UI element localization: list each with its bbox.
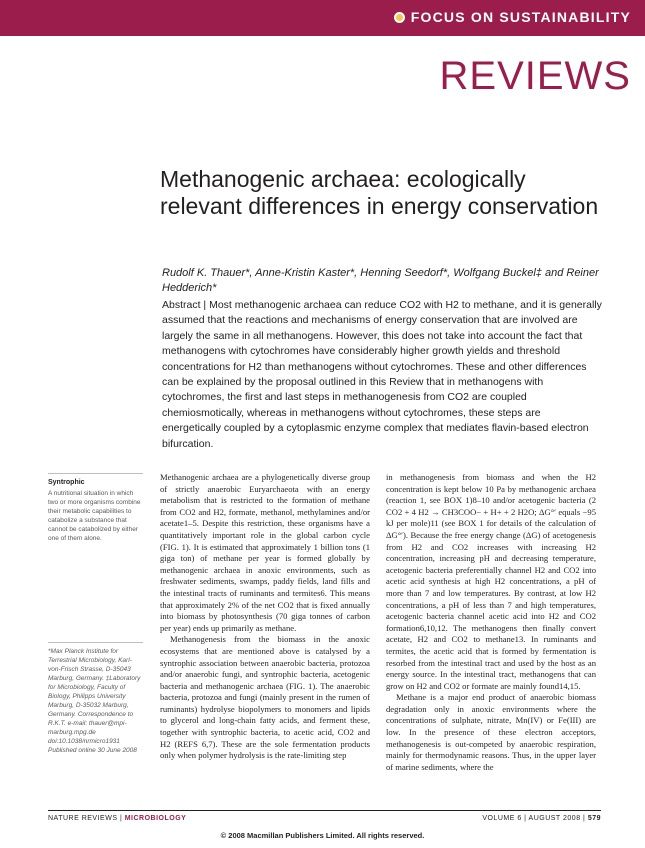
footer-issue xyxy=(482,815,601,822)
body-column-2 xyxy=(386,472,596,773)
footer-journal: NATURE REVIEWS | MICROBIOLOGY xyxy=(48,815,187,822)
abstract: Abstract | Most methanogenic archaea can reduce CO2 with H2 to methane, and it is generally assumed that the reactions and mechanisms of energy conservation that are involved are largely the same in all methanogens. However, this does not take into account the fact that methanogens with cytochromes have considerably higher growth yields and threshold concentrations for H2 than methanogens without cytochromes. These and other differences can be explained by the proposal outlined in this Review that in methanogens with cytochromes, the first and last steps in methanogenesis from CO2 are coupled chemiosmotically, whereas in methanogens without cytochromes, these steps are energetically coupled by a cytoplasmic enzyme complex that mediates flavin-based electron bifurcation. xyxy=(162,299,602,450)
journal-subject: MICROBIOLOGY xyxy=(124,815,187,822)
paragraph: Methanogenic archaea are a phylogenetically diverse group of strictly anaerobic Euryarchaeota with an energy metabolism that is restricted to the formation of methane from CO2 and H2, formate, methanol, methylamines and/or acetate1–5. Despite this restriction, these organisms have a quantitatively important role in the global carbon cycle (FIG. 1). It is estimated that approximately 1 billion tons (1 giga ton) of methane per year is formed globally by methanogenic archaea in anoxic environments, such as freshwater sediments, swamps, paddy fields, land fills and the intestinal tracts of ruminants and termites6. This means that approximately 2% of the net CO2 that is fixed annually into biomass by photosynthesis (70 giga tonnes of carbon per year) ends up primarily as methane. xyxy=(160,472,370,633)
glossary-definition: A nutritional situation in which two or more organisms combine their metabolic capabilities to catabolize a substance that cannot be catabolized by either one of them alone. xyxy=(48,490,141,542)
author-list: Rudolf K. Thauer*, Anne-Kristin Kaster*, Henning Seedorf*, Wolfgang Buckel‡ and Reiner Hedderich* xyxy=(162,267,599,294)
body-column-1 xyxy=(160,472,370,762)
paragraph: Methane is a major end product of anaerobic biomass degradation only in anoxic environments where the concentrations of sulphate, nitrate, Mn(IV) or Fe(III) are low. In the presence of these electron acceptors, methanogenesis is out-competed by anaerobic respiration, mainly for thermodynamic reasons. Thus, in the upper layer of marine sediments, where the xyxy=(386,692,596,772)
section-label: REVIEWS xyxy=(439,54,631,98)
sustainability-icon xyxy=(394,12,405,23)
page-number: 579 xyxy=(587,815,601,822)
glossary-term: Syntrophic xyxy=(48,479,85,486)
paragraph: in methanogenesis from biomass and when the H2 concentration is kept below 10 Pa by methanogenic archaea (reaction 1, see BOX 1)8–10 and/or acetogenic bacteria (2 CO2 + 4 H2 → CH3COO− + H+ + 2 H2O; ΔG°′ equals −95 kJ per mole)11 (see BOX 1 for details of the calculation of ΔG°′). Because the free energy change (ΔG) of acetogenesis from H2 and CO2 increases with increasing H2 concentration, increasing pH and decreasing temperature, acetogenic bacteria preferentially channel H2 and CO2 into acetic acid synthesis at high H2 concentrations, a pH of more than 7 and low temperatures. By contrast, at low H2 concentrations, a pH of less than 7 and high temperatures, acetogenic bacteria channel acetic acid into H2 and CO2 formation6,10,12. The methanogens then finally convert acetate, H2 and CO2 to methane13. In ruminants and termites, the acetic acid that is formed by fermentation is resorbed from the intestinal tract and used by the host as an energy source. In the intestinal tract, methanogens that can grow on H2 and CO2 or formate are mainly found14,15. xyxy=(386,472,596,691)
copyright: © 2008 Macmillan Publishers Limited. All rights reserved. xyxy=(220,831,425,840)
footer-divider xyxy=(48,810,601,811)
article-title: Methanogenic archaea: ecologically relevant differences in energy conservation xyxy=(160,166,599,219)
issue-info: VOLUME 6 | AUGUST 2008 | xyxy=(482,815,586,822)
affiliation-divider xyxy=(48,642,143,643)
sidebar-divider xyxy=(48,473,143,474)
banner-inner xyxy=(394,9,631,25)
focus-banner xyxy=(0,0,645,36)
banner-label: FOCUS ON SUSTAINABILITY xyxy=(410,9,631,25)
glossary-box xyxy=(48,478,143,543)
journal-name: NATURE REVIEWS xyxy=(48,815,118,822)
paragraph: Methanogenesis from the biomass in the anoxic ecosystems that are mentioned above is catalysed by a syntrophic association between anaerobic bacteria, protozoa and/or anaerobic fungi, and syntrophic bacteria, acetogenic bacteria and methanogenic archaea (FIG. 1). The anaerobic bacteria, protozoa and fungi (mainly present in the rumen of ruminants) hydrolyse biopolymers to monomers and lipids to glycerol and long-chain fatty acids, and ferment these, together with syntrophic bacteria, to acetic acid, CO2 and H2 (REFS 6,7). These are the sole fermentation products only when polymer hydrolysis is the rate-limiting step xyxy=(160,634,370,761)
affiliations: *Max Planck Institute for Terrestrial Microbiology, Karl-von-Frisch Strasse, D-35043 Marburg, Germany. ‡Laboratory for Microbiology, Faculty of Biology, Philipps University Marburg, D-35032 Marburg, Germany. Correspondence to R.K.T. e-mail: thauer@mpi-marburg.mpg.de doi:10.1038/nrmicro1931 Published online 30 June 2008 xyxy=(48,648,141,754)
